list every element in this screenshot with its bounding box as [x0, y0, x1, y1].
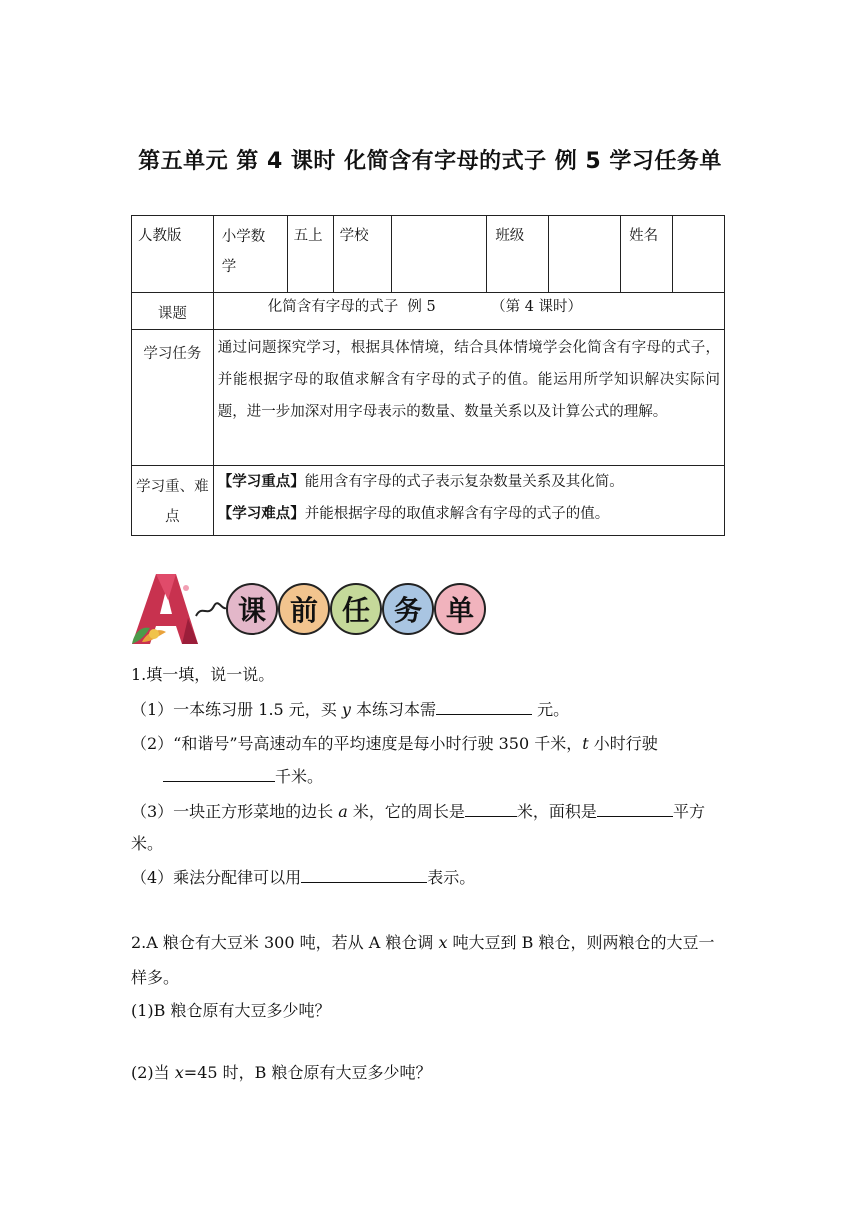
q1-item-4-text-b: 表示。: [427, 868, 476, 887]
q2-sub-2-var: x: [174, 1063, 184, 1082]
key-point-tag: 【学习重点】: [217, 473, 305, 490]
pre-class-banner: [128, 570, 488, 646]
q1-item-3-text-b: 米，它的周长是: [347, 802, 465, 821]
q1-item-4: [131, 865, 475, 888]
task-text-cell: [213, 330, 724, 466]
q2-var: x: [438, 933, 448, 952]
q1-item-3: [131, 799, 705, 822]
school-label-cell: [333, 216, 391, 293]
q2-text-b: 吨大豆到 B 粮仓，则两粮仓的大豆一: [447, 933, 715, 952]
q2-sub-1: (1)B 粮仓原有大豆多少吨？: [131, 1001, 331, 1020]
q1-item-2-var: t: [582, 734, 589, 753]
q1-item-3-text-a: （3）一块正方形菜地的边长: [131, 802, 339, 821]
q1-item-2-text-c: 千米。: [275, 767, 324, 786]
q1-item-3-blank-2[interactable]: [597, 800, 673, 817]
banner-char-5: 单: [434, 583, 486, 635]
q1-item-3-text-d: 平方: [672, 802, 705, 821]
task-label-cell: [132, 330, 214, 466]
q2-sub-2: [131, 1060, 432, 1083]
q1-item-2-text-b: 小时行驶: [588, 734, 658, 753]
q1-item-3-cont: 米。: [131, 834, 164, 853]
school-label: 学校: [339, 228, 369, 244]
q1-item-3-blank-1[interactable]: [465, 800, 517, 817]
q1-item-1: [131, 697, 569, 720]
q2-line-1: [131, 930, 715, 953]
q1-item-1-blank[interactable]: [436, 698, 532, 715]
focus-label-cell: [132, 466, 214, 536]
q1-item-4-blank[interactable]: [301, 866, 427, 883]
q1-item-3-text-c: 米，面积是: [516, 802, 597, 821]
key-point-text: 能用含有字母的式子表示复杂数量关系及其化简。: [304, 474, 624, 490]
name-label: 姓名: [629, 228, 659, 244]
topic-value-cell: [213, 293, 724, 330]
name-value-cell[interactable]: [673, 216, 725, 293]
edition-cell: [132, 216, 214, 293]
page-title: 第五单元 第 4 课时 化简含有字母的式子 例 5 学习任务单: [138, 149, 722, 174]
topic-label: 课题: [157, 306, 187, 322]
info-table: [131, 215, 725, 536]
key-point: [218, 466, 720, 498]
difficult-point-text: 并能根据字母的取值求解含有字母的式子的值。: [304, 506, 610, 522]
class-label: 班级: [495, 228, 525, 244]
subject-cell: [213, 216, 287, 293]
banner-char-2: 前: [278, 583, 330, 635]
school-value-cell[interactable]: [391, 216, 487, 293]
q1-item-2: [131, 731, 658, 754]
focus-text-cell: [213, 466, 724, 536]
edition-label: 人教版: [138, 228, 182, 244]
task-label: 学习任务: [143, 346, 202, 362]
focus-label: 学习重、难点: [136, 479, 209, 525]
banner-char-1: 课: [226, 583, 278, 635]
topic-label-cell: [132, 293, 214, 330]
q1-item-2-cont: [163, 764, 323, 787]
class-label-cell: [487, 216, 549, 293]
q1-item-2-text-a: （2）“和谐号”号高速动车的平均速度是每小时行驶 350 千米，: [131, 734, 583, 753]
q1-item-1-text-a: （1）一本练习册 1.5 元，买: [131, 700, 342, 719]
q2-sub-2-text-a: (2)当: [131, 1063, 175, 1082]
q2-line-2: 样多。: [131, 968, 180, 987]
q2-sub-2-text-b: =45 时，B 粮仓原有大豆多少吨？: [183, 1063, 432, 1082]
q1-item-3-var: a: [338, 802, 348, 821]
class-value-cell[interactable]: [549, 216, 621, 293]
q1-item-1-var: y: [341, 700, 351, 719]
difficult-point-tag: 【学习难点】: [217, 505, 305, 522]
task-text: 通过问题探究学习，根据具体情境，结合具体情境学会化简含有字母的式子，并能根据字母的取值求解含有字母的式子的值。能运用所学知识解决实际问题，进一步加深对用字母表示的数量、数量关系以及计算公式的理解。: [217, 340, 720, 420]
subject-label: 小学数学: [221, 229, 266, 275]
q1-item-1-text-c: 元。: [532, 700, 570, 719]
q1-item-4-text-a: （4）乘法分配律可以用: [131, 868, 302, 887]
q1-heading: 1.填一填，说一说。: [131, 665, 275, 684]
banner-char-3: 任: [330, 583, 382, 635]
name-label-cell: [621, 216, 673, 293]
q1-item-1-text-b: 本练习本需: [350, 700, 437, 719]
banner-char-4: 务: [382, 583, 434, 635]
q1-item-2-blank[interactable]: [163, 765, 275, 782]
grade-label: 五上: [293, 228, 323, 244]
topic-value: 化简含有字母的式子 例 5 （第 4 课时）: [267, 299, 583, 315]
difficult-point: [218, 498, 720, 530]
q2-text-a: 2.A 粮仓有大豆米 300 吨，若从 A 粮仓调: [131, 933, 439, 952]
grade-cell: [287, 216, 333, 293]
